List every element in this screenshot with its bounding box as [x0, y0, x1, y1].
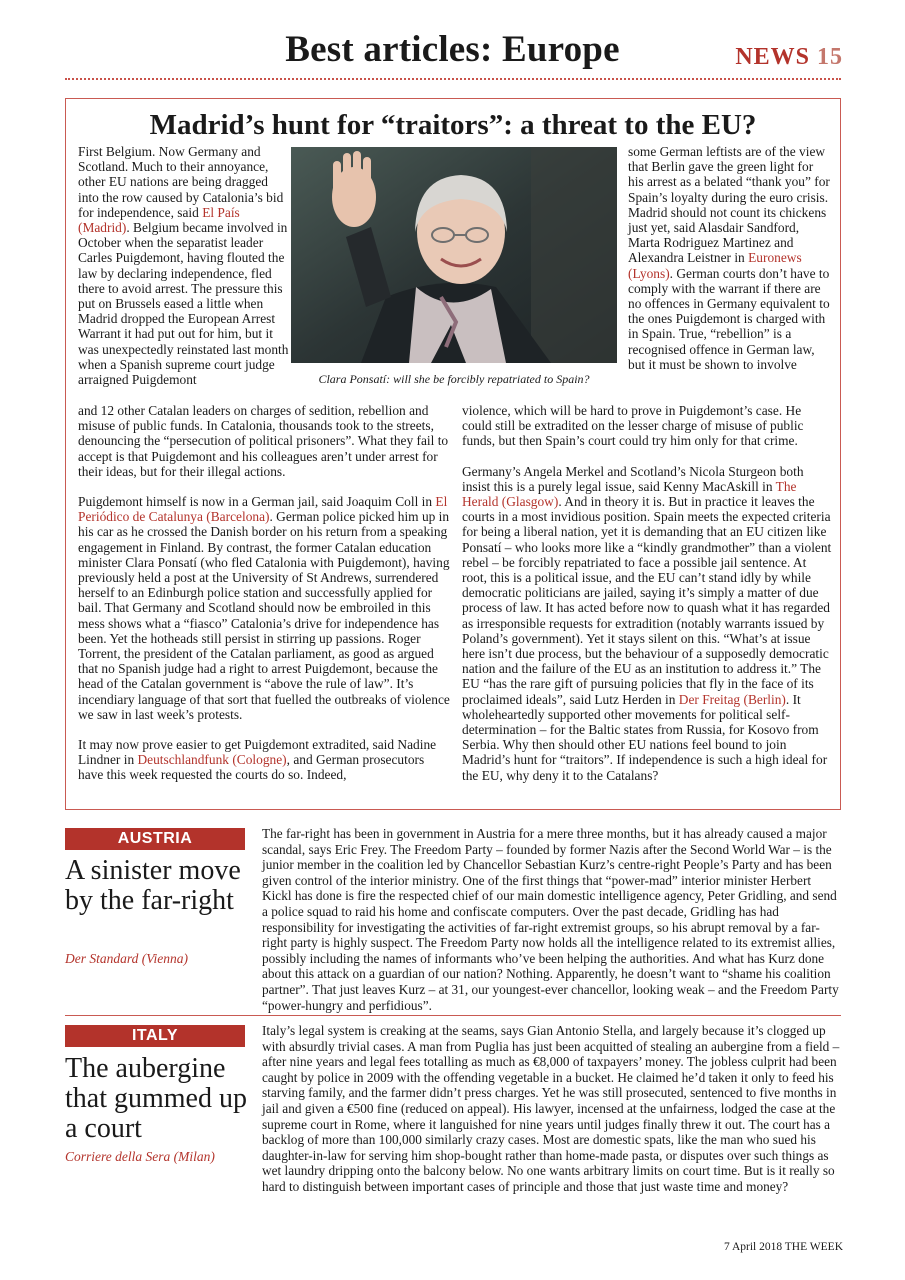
- paragraph: violence, which will be hard to prove in Puigdemont’s case. He could still be extradited on the lesser charge of misuse of public funds, but then Spain’s court could try him only for that crime.: [462, 403, 804, 449]
- source-link[interactable]: El País (Madrid): [78, 204, 240, 236]
- text-run: . German courts don’t have to comply with the warrant if there are no offences in Germany equivalent to the ones Puigdemont is charged with in Spain. True, “rebellion” is a recognised offence in German law, but it must be shown to involve: [628, 265, 830, 372]
- text-run: Puigdemont himself is now in a German jail, said Joaquim Coll in: [78, 494, 436, 510]
- austria-source[interactable]: Der Standard (Vienna): [65, 951, 188, 966]
- text-run: Germany’s Angela Merkel and Scotland’s Nicola Sturgeon both insist this is a purely legal issue, said Kenny MacAskill in: [462, 463, 804, 494]
- photo-caption: Clara Ponsatí: will she be forcibly repatriated to Spain?: [318, 372, 590, 386]
- photo-clara-ponsati: [291, 147, 617, 363]
- source-link[interactable]: Euronews (Lyons): [628, 250, 802, 281]
- lead-photo: [291, 147, 617, 363]
- source-link[interactable]: El Periódico de Catalunya (Barcelona): [78, 494, 448, 525]
- publication-name: THE WEEK: [784, 1241, 843, 1253]
- text-run: , and German prosecutors have this week requested the courts do so. Indeed,: [78, 752, 425, 783]
- italy-headline: The aubergine that gummed up a court: [65, 1053, 247, 1144]
- text-run: . German police picked him up in his car as he crossed the Danish border on his return from a speaking engagement in Finland. By contrast, the former Catalan education minister Clara Ponsatí (who fled Catalonia with Puigdemont), having previously held a post at the University of St Andrews, surrendered herself to an Edinburgh police station and successfully applied for bail. That Germany and Scotland should now be embroiled in this mess shows what a “fiasco” Catalonia’s drive for independence has been. Yet the hotheads still persist in stirring up passions. Roger Torrent, the president of the Catalan parliament, as good as argued that no Spanish judge had a right to arrest Puigdemont, because the head of the Catalan government is “above the rule of law”. It’s incendiary language of that sort that fuelled the outbreaks of violence we saw in last week’s protests.: [78, 509, 450, 722]
- italy-body: Italy’s legal system is creaking at the seams, says Gian Antonio Stella, and largely because it’s clogged up with absurdly trivial cases. A man from Puglia has just been acquitted of stealing an aubergine from a field – after nine years and legal fees totalling as much as €8,000 of taxpayers’ money. The jobless culprit had been caught by police in 2009 with the offending vegetable in a bucket. He claimed he’d taken it only to feed his starving family, and the farmer didn’t press charges. Yet he was still prosecuted, sentenced to five months in jail and given a €500 fine (reduced on appeal). His lawyer, incensed at the unfairness, lodged the case at the supreme court in Rome, where it languished for nine years until judges finally threw it out. The court has a backlog of more than 100,000 similarly crazy cases. Most are domestic spats, like the man who sued his daughter-in-law for serving him shop-bought rather than home-made pasta, or disputes over such things as wet laundry dripping onto the balcony below. No one wants arbitrary limits on court time. But is it really so hard to distinguish between important cases of principle and those that just waste time and money?: [262, 1023, 840, 1194]
- source-link[interactable]: Deutschlandfunk (Cologne): [137, 752, 287, 768]
- lead-col3-top: [628, 144, 832, 372]
- italy-source[interactable]: Corriere della Sera (Milan): [65, 1149, 215, 1164]
- lead-story-box: [65, 98, 841, 810]
- news-page-label: [735, 44, 843, 71]
- text-run: . It wholeheartedly supported other movements for political self-determination – for the Baltic states from Russia, for Kosovo from Serbia. Why then should other EU nations feel bound to join Madrid’s hunt for “traitors”. If independence is such a high ideal for the EU, why deny it to the Catalans?: [462, 691, 828, 783]
- lead-headline: Madrid’s hunt for “traitors”: a threat to the EU?: [149, 109, 757, 141]
- lead-col1-top: [78, 144, 290, 387]
- austria-headline: A sinister move by the far-right: [65, 855, 241, 916]
- lead-col2-lower: [462, 403, 832, 783]
- footer: [724, 1241, 843, 1253]
- header-dotted-rule: [65, 78, 841, 80]
- lead-col1-lower: [78, 403, 452, 783]
- austria-tag: AUSTRIA: [65, 828, 245, 850]
- text-run: First Belgium. Now Germany and Scotland. Much to their annoyance, other EU nations are being dragged into the row caused by Catalonia’s bid for independence, said: [78, 144, 284, 220]
- issue-date: 7 April 2018: [723, 1241, 783, 1253]
- section-separator: [65, 1015, 841, 1016]
- news-label-text: NEWS: [735, 44, 810, 70]
- austria-body: The far-right has been in government in Austria for a mere three months, but it has already caused a major scandal, says Eric Frey. The Freedom Party – founded by former Nazis after the Second World War – is the junior member in the coalition led by Chancellor Sebastian Kurz’s centre-right People’s Party and has been given control of the interior ministry. One of the first things that “power-mad” interior minister Herbert Kickl has done is fire the respected chief of our main domestic intelligence agency, Peter Gridling, and send a police squad to raid his home and confiscate computers. Over the past decade, Gridling has had responsibility for investigating the activities of far-right extremist groups, so his abrupt removal by a far-right party is highly suspect. The Freedom Party now holds all the intelligence related to its extremist allies, possibly including the names of informants who’ve been helping the authorities. And what has Kurz done about this attack on a guardian of our nation? Nothing. Apparently, he doesn’t want to “shame his coalition partner”. That just leaves Kurz – at 31, our youngest-ever chancellor, looking weak – and the Freedom Party “power-hungry and perfidious”.: [262, 826, 839, 1013]
- source-link[interactable]: The Herald (Glasgow): [462, 478, 797, 510]
- italy-tag: ITALY: [65, 1025, 245, 1047]
- page-number: 15: [817, 44, 843, 70]
- paragraph: and 12 other Catalan leaders on charges of sedition, rebellion and misuse of public funds. In Catalonia, thousands took to the streets, denouncing the “persecution of political prisoners”. What they fail to accept is that Puigdemont and his colleagues aren’t under arrest for their ideas, but for their illegal actions.: [78, 403, 449, 479]
- section-title: Best articles: Europe: [285, 29, 620, 70]
- text-run: It may now prove easier to get Puigdemont extradited, said Nadine Lindner in: [78, 737, 437, 768]
- text-run: . And in theory it is. But in practice it leaves the courts in a most invidious position. Spain meets the expected criteria for being a liberal nation, yet it is demanding that an EU citizen like Ponsatí – who looks more like a “kindly grandmother” than a violent rebel – be forcibly repatriated to face a possible jail sentence. At root, this is a political issue, and the EU can’t stand idly by while democratic politicians are jailed, saying it’s simply a matter of due process of law. It has acted before now to quash what it has regarded as irresponsible requests for extradition (notably warrants issued by Poland’s government). Yet it stays silent on this. “What’s at issue here isn’t due process, but the behaviour of a supposedly democratic nation and the failure of the EU as an institution to address it.” The EU “has the rare gift of pursuing policies that fly in the face of its proclaimed ideals”, said Lutz Herden in: [462, 494, 832, 707]
- text-run: . Belgium became involved in October when the separatist leader Carles Puigdemont, having flouted the law by declaring independence, fled there to avoid arrest. The pressure this put on Brussels eased a little when Madrid dropped the European Arrest Warrant it had put out for him, but it was unexpectedly reinstated last month when a Spanish supreme court judge arraigned Puigdemont: [78, 220, 289, 388]
- source-link[interactable]: Der Freitag (Berlin): [678, 691, 786, 707]
- text-run: some German leftists are of the view that Berlin gave the green light for his arrest as a belated “thank you” for Spain’s loyalty during the euro crisis. Madrid should not count its chickens just yet, said Alasdair Sandford, Marta Rodriguez Martinez and Alexandra Leistner in: [628, 144, 830, 266]
